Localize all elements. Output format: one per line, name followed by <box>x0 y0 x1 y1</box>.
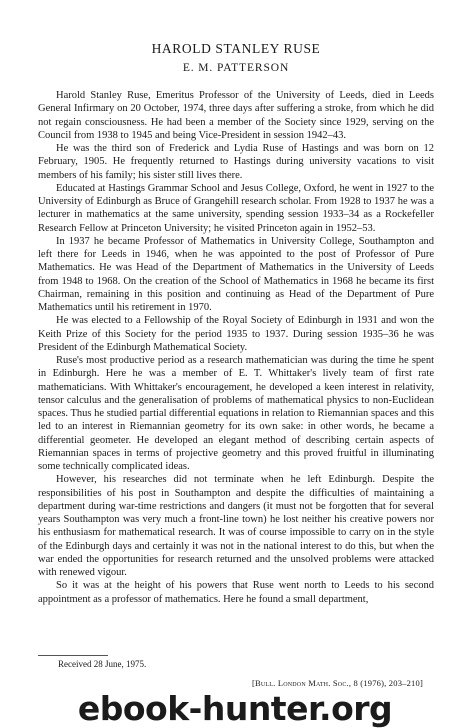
watermark-text: ebook-hunter.org <box>77 689 393 728</box>
received-date: Received 28 June, 1975. <box>58 659 147 669</box>
body-paragraph: So it was at the height of his powers that Ruse went north to Leeds to his second appointment as a professor of mathematics. Here he found a small department, <box>38 580 434 605</box>
article-page <box>38 0 434 606</box>
body-paragraph: He was the third son of Frederick and Lydia Ruse of Hastings and was born on 12 February, 1905. He frequently returned to Hastings during university vacations to visit members of his family; his sister still lives there. <box>38 143 434 181</box>
citation-journal: Bull. London Math. Soc. <box>255 678 349 688</box>
article-body <box>38 89 434 606</box>
journal-citation <box>252 678 423 689</box>
body-paragraph: He was elected to a Fellowship of the Royal Society of Edinburgh in 1931 and won the Keith Prize of this Society for the period 1935 to 1937. During session 1935–36 he was President of the Edinburgh Mathematical Society. <box>38 315 434 353</box>
body-paragraph: Harold Stanley Ruse, Emeritus Professor of the University of Leeds, died in Leeds General Infirmary on 20 October, 1974, three days after suffering a stroke, from which he did not regain consciousness. He had been a member of the Society since 1929, serving on the Council from 1938 to 1945 and being Vice-President in session 1942–43. <box>38 90 434 141</box>
footnote-divider <box>38 655 108 656</box>
body-paragraph: However, his researches did not terminate when he left Edinburgh. Despite the responsibilities of his post in Southampton and despite the difficulties of maintaining a department during war-time restrictions and dangers (it must not be forgotten that for several years Southampton was very much a front-line town) he lost neither his creative powers nor his enthusiasm for mathematical research. It was of course impossible to carry on in the style of the Edinburgh days and certainly it was not in the national interest to do this, but when the war ended the opportunities for research returned and the unsolved problems were attacked with renewed vigour. <box>38 474 434 578</box>
citation-open-bracket: [ <box>252 678 256 688</box>
article-title: HAROLD STANLEY RUSE <box>151 41 321 56</box>
body-paragraph: In 1937 he became Professor of Mathematics in University College, Southampton and left there for Leeds in 1946, when he was appointed to the post of Professor of Pure Mathematics. He was Head of the Department of Mathematics in the University of Leeds from 1948 to 1968. On the creation of the School of Mathematics in 1968 he became its first Chairman, remaining in this position and continuing as Head of the Department of Pure Mathematics until his retirement in 1970. <box>38 235 434 313</box>
article-author: E. M. PATTERSON <box>182 62 290 74</box>
body-paragraph: Ruse's most productive period as a research mathematician was during the time he spent in Edinburgh. Here he was a member of E. T. Whittaker's lively team of first rate mathematicians. With Whittaker's encouragement, he developed a keen interest in relativity, tensor calculus and the generalisation of problems of mathematical physics to non-Euclidean spaces. Thus he studied partial differential equations in relation to Riemannian spaces and this led to an interest in Riemannian geometry for its own sake: in other words, he became a differential geometer. He developed an elegant method of describing certain aspects of Riemannian spaces in terms of projective geometry and this proved fruitful in illuminating some technically complicated ideas. <box>38 355 434 472</box>
citation-details: , 8 (1976), 203–210] <box>348 678 423 688</box>
body-paragraph: Educated at Hastings Grammar School and Jesus College, Oxford, he went in 1927 to the University of Edinburgh as Bruce of Grangehill research scholar. From 1928 to 1937 he was a lecturer in mathematics at the same university, spending session 1933–34 as a Rockefeller Research Fellow at Princeton University; he visited Princeton again in 1952–53. <box>38 182 434 234</box>
